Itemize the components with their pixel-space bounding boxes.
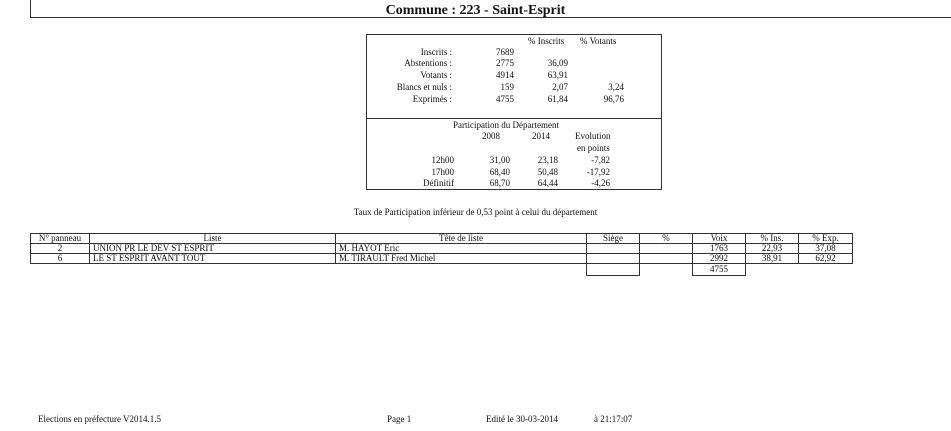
cell-pct-exp: 37,08 [799, 244, 853, 254]
participation-title: Participation du Département [453, 120, 559, 130]
summary-pct-vot-blancs: 3,24 [608, 82, 624, 92]
page-title: Commune : 223 - Saint-Esprit [385, 3, 566, 18]
summary-pct-ins-abstentions: 36,09 [547, 58, 568, 68]
participation-col-evolution: Evolution [575, 131, 611, 141]
summary-value-inscrits: 7689 [496, 47, 514, 57]
table-total-row [31, 264, 853, 276]
participation-2008-12h: 31,00 [489, 155, 510, 165]
header-pct: % [640, 234, 693, 244]
cell-pct-ins: 22,93 [746, 244, 799, 254]
participation-evol-12h: -7,82 [591, 155, 610, 165]
cell-siege [587, 254, 640, 264]
summary-label-blancs: Blancs et nuls : [396, 82, 452, 92]
total-voix: 4755 [693, 264, 746, 276]
summary-pct-ins-blancs: 2,07 [552, 82, 568, 92]
header-liste: Liste [90, 234, 336, 244]
participation-evol-17h: -17,92 [586, 167, 610, 177]
header-tete: Tête de liste [336, 234, 587, 244]
summary-label-votants: Votants : [420, 70, 452, 80]
participation-evol-definitif: -4,26 [591, 178, 610, 188]
participation-2014-12h: 23,18 [537, 155, 558, 165]
participation-label-definitif: Définitif [423, 178, 454, 188]
footer-app-version: Elections en préfecture V2014.1.5 [38, 414, 162, 424]
cell-liste: UNION PR LE DEV ST ESPRIT [90, 244, 336, 254]
participation-2008-definitif: 68,70 [489, 178, 510, 188]
summary-pct-ins-votants: 63,91 [547, 70, 568, 80]
cell-siege [587, 244, 640, 254]
footer-page-number: Page 1 [387, 414, 412, 424]
summary-pct-vot-exprimes: 96,76 [603, 94, 624, 104]
header-pct-exp: % Exp. [799, 234, 853, 244]
summary-value-votants: 4914 [496, 70, 514, 80]
total-siege-box [587, 264, 640, 276]
summary-label-exprimes: Exprimés : [412, 94, 452, 104]
summary-pct-ins-exprimes: 61,84 [547, 94, 568, 104]
header-panneau: N° panneau [31, 234, 90, 244]
header-siege: Siège [587, 234, 640, 244]
cell-pct-ins: 38,91 [746, 254, 799, 264]
table-row [31, 254, 853, 264]
table-header-row [31, 234, 853, 244]
participation-label-12h: 12h00 [431, 155, 454, 165]
col-header-pct-inscrits: % Inscrits [528, 36, 565, 46]
participation-2014-definitif: 64,44 [537, 178, 558, 188]
header-voix: Voix [693, 234, 746, 244]
header-rule [30, 17, 951, 18]
cell-liste: LE ST ESPRIT AVANT TOUT [90, 254, 336, 264]
cell-pct [640, 254, 693, 264]
footer-edit-date: Edité le 30-03-2014 [486, 414, 558, 424]
participation-comparison-text: Taux de Participation inférieur de 0,53 point à celui du département [353, 207, 598, 217]
cell-panneau: 6 [31, 254, 90, 264]
participation-2008-17h: 68,40 [489, 167, 510, 177]
col-header-pct-votants: % Votants [580, 36, 617, 46]
participation-col-2014: 2014 [532, 131, 550, 141]
summary-value-exprimes: 4755 [496, 94, 514, 104]
cell-tete: M. HAYOT Eric [336, 244, 587, 254]
participation-col-2008: 2008 [482, 131, 500, 141]
cell-pct-exp: 62,92 [799, 254, 853, 264]
summary-divider [366, 118, 662, 119]
summary-value-blancs: 159 [500, 82, 514, 92]
cell-pct [640, 244, 693, 254]
participation-label-17h: 17h00 [431, 167, 454, 177]
participation-col-evolution-unit: en points [577, 143, 610, 153]
cell-voix: 2992 [693, 254, 746, 264]
footer-edit-time: à 21:17:07 [594, 414, 633, 424]
header-pct-ins: % Ins. [746, 234, 799, 244]
lists-table [30, 233, 853, 276]
cell-panneau: 2 [31, 244, 90, 254]
cell-voix: 1763 [693, 244, 746, 254]
participation-2014-17h: 50,48 [537, 167, 558, 177]
summary-value-abstentions: 2775 [496, 58, 514, 68]
table-row [31, 244, 853, 254]
summary-label-inscrits: Inscrits : [420, 47, 452, 57]
cell-tete: M. TIRAULT Fred Michel [336, 254, 587, 264]
summary-label-abstentions: Abstentions : [404, 58, 452, 68]
